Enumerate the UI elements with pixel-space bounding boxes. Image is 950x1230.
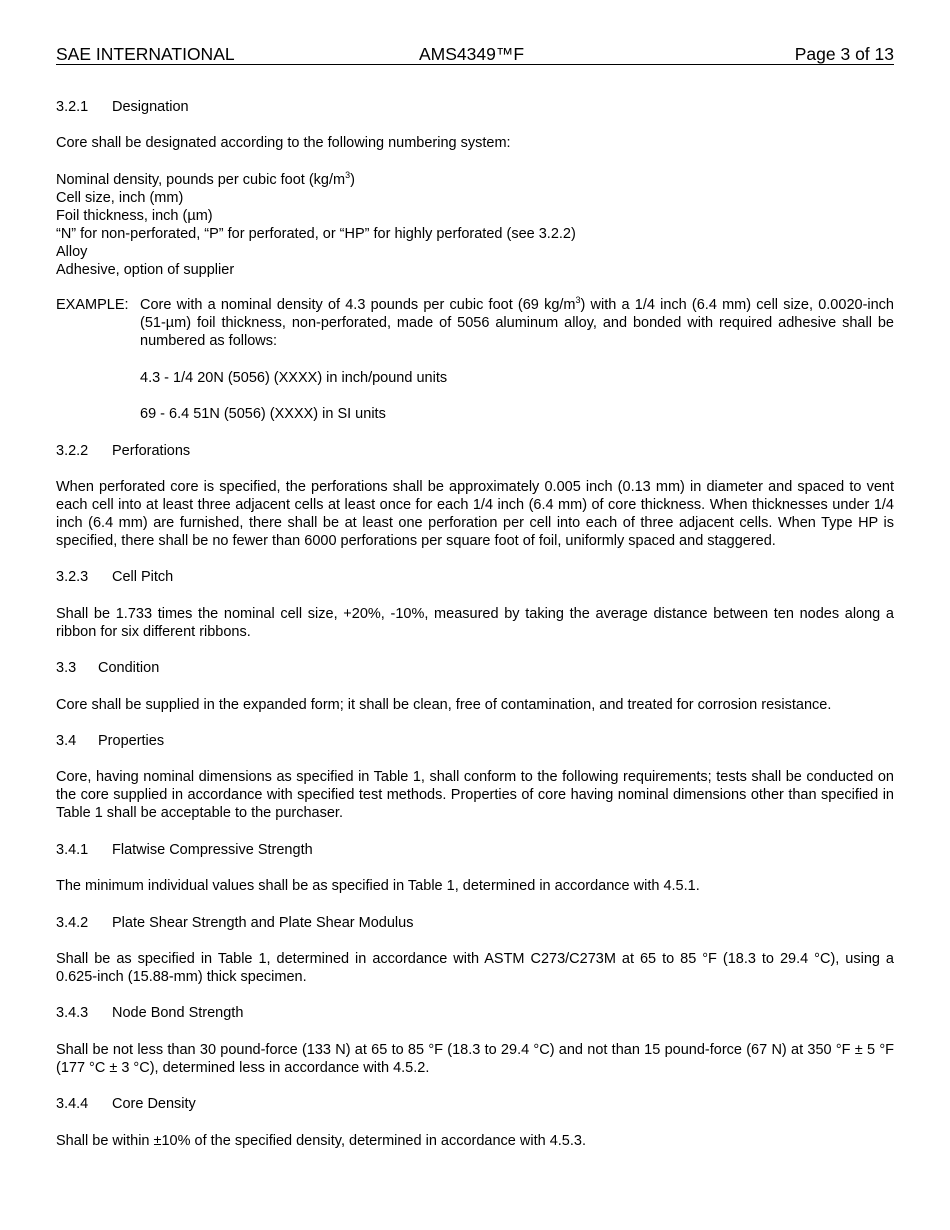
section-number: 3.2.1 <box>56 99 89 115</box>
section-heading-3-2-3 <box>56 568 894 586</box>
example-label: EXAMPLE: <box>56 297 129 313</box>
section-title: Node Bond Strength <box>112 1005 244 1021</box>
list-item-perforation: “N” for non-perforated, “P” for perforated, or “HP” for highly perforated (see 3.2.2) <box>56 226 576 242</box>
header-org: SAE INTERNATIONAL <box>56 44 235 64</box>
section-heading-3-4-2 <box>56 914 894 932</box>
paragraph-flatwise-compressive: The minimum individual values shall be as specified in Table 1, determined in accordance with 4.5.1. <box>56 878 700 894</box>
paragraph-designation-intro: Core shall be designated according to the following numbering system: <box>56 135 511 151</box>
section-heading-3-4 <box>56 732 894 750</box>
paragraph-cell-pitch: Shall be 1.733 times the nominal cell size, +20%, -10%, measured by taking the average distance between ten nodes along a ribbon for six different ribbons. <box>56 606 894 640</box>
section-title: Cell Pitch <box>112 569 174 585</box>
example-si-units: 69 - 6.4 51N (5056) (XXXX) in SI units <box>140 406 386 422</box>
section-title: Designation <box>112 99 189 115</box>
section-number: 3.4.2 <box>56 915 89 931</box>
header-page-number: Page 3 of 13 <box>794 44 894 64</box>
section-number: 3.4.3 <box>56 1005 89 1021</box>
example-block <box>56 296 894 426</box>
section-title: Plate Shear Strength and Plate Shear Modulus <box>112 915 414 931</box>
section-heading-3-4-4 <box>56 1095 894 1113</box>
list-item-density: Nominal density, pounds per cubic foot $(kg/m^3)$ <box>56 170 355 188</box>
section-heading-3-2-2 <box>56 442 894 460</box>
list-item-foil-thickness: Foil thickness, inch (µm) <box>56 208 213 224</box>
paragraph-plate-shear: Shall be as specified in Table 1, determined in accordance with ASTM C273/C273M at 65 to 85 °F (18.3 to 29.4 °C), using a 0.625-inch (15.88-mm) thick specimen. <box>56 951 894 985</box>
section-title: Condition <box>98 660 160 676</box>
example-inch-units: 4.3 - 1/4 20N (5056) (XXXX) in inch/pound units <box>140 370 448 386</box>
paragraph-properties: Core, having nominal dimensions as specified in Table 1, shall conform to the following requirements; tests shall be conducted on the core supplied in accordance with specified test methods. Properties of core having nominal dimensions other than specified in Table 1 shall be acceptable to the purchaser. <box>56 769 894 821</box>
section-heading-3-4-1 <box>56 841 894 859</box>
paragraph-node-bond: Shall be not less than 30 pound-force (133 N) at 65 to 85 °F (18.3 to 29.4 °C) and not than 15 pound-force (67 N) at 350 °F ± 5 °F (177 °C ± 3 °C), determined less in accordance with 4.5.2. <box>56 1042 894 1076</box>
section-title: Perforations <box>112 443 191 459</box>
section-number: 3.3 <box>56 660 77 676</box>
section-title: Flatwise Compressive Strength <box>112 842 313 858</box>
list-item-adhesive: Adhesive, option of supplier <box>56 262 235 278</box>
paragraph-perforations: When perforated core is specified, the perforations shall be approximately 0.005 inch (0.13 mm) in diameter and spaced to vent each cell into at least three adjacent cells at least once for each 1/4 inch (6.4 mm) of core thickness. When thicknesses under 1/4 inch (6.4 mm) are furnished, there shall be at least one perforation per cell into each of three adjacent cells. When Type HP is specified, there shall be no fewer than 6000 perforations per square foot of foil, uniformly spaced and staggered. <box>56 479 894 549</box>
list-item-alloy: Alloy <box>56 244 88 260</box>
section-number: 3.2.2 <box>56 443 89 459</box>
section-title: Properties <box>98 733 165 749</box>
example-text: Core with a nominal density of 4.3 pounds per cubic foot (69 $kg/m^3$) with a 1/4 inch (6.4 mm) cell size, 0.0020-inch (51-µm) foil thickness, non-perforated, made of 5056 aluminum alloy, and bonded with required adhesive shall be numbered as follows: <box>140 295 894 349</box>
list-item-cell-size: Cell size, inch (mm) <box>56 190 184 206</box>
section-title: Core Density <box>112 1096 196 1112</box>
section-heading-3-3 <box>56 659 894 677</box>
page-header <box>56 44 894 65</box>
section-number: 3.4.4 <box>56 1096 89 1112</box>
designation-list <box>56 171 894 279</box>
section-heading-3-4-3 <box>56 1004 894 1022</box>
section-number: 3.4.1 <box>56 842 89 858</box>
section-number: 3.2.3 <box>56 569 89 585</box>
section-number: 3.4 <box>56 733 77 749</box>
paragraph-condition: Core shall be supplied in the expanded form; it shall be clean, free of contamination, and treated for corrosion resistance. <box>56 697 832 713</box>
section-heading-3-2-1 <box>56 98 894 116</box>
paragraph-core-density: Shall be within ±10% of the specified density, determined in accordance with 4.5.3. <box>56 1133 586 1149</box>
header-doc-number: AMS4349™F <box>419 44 525 64</box>
